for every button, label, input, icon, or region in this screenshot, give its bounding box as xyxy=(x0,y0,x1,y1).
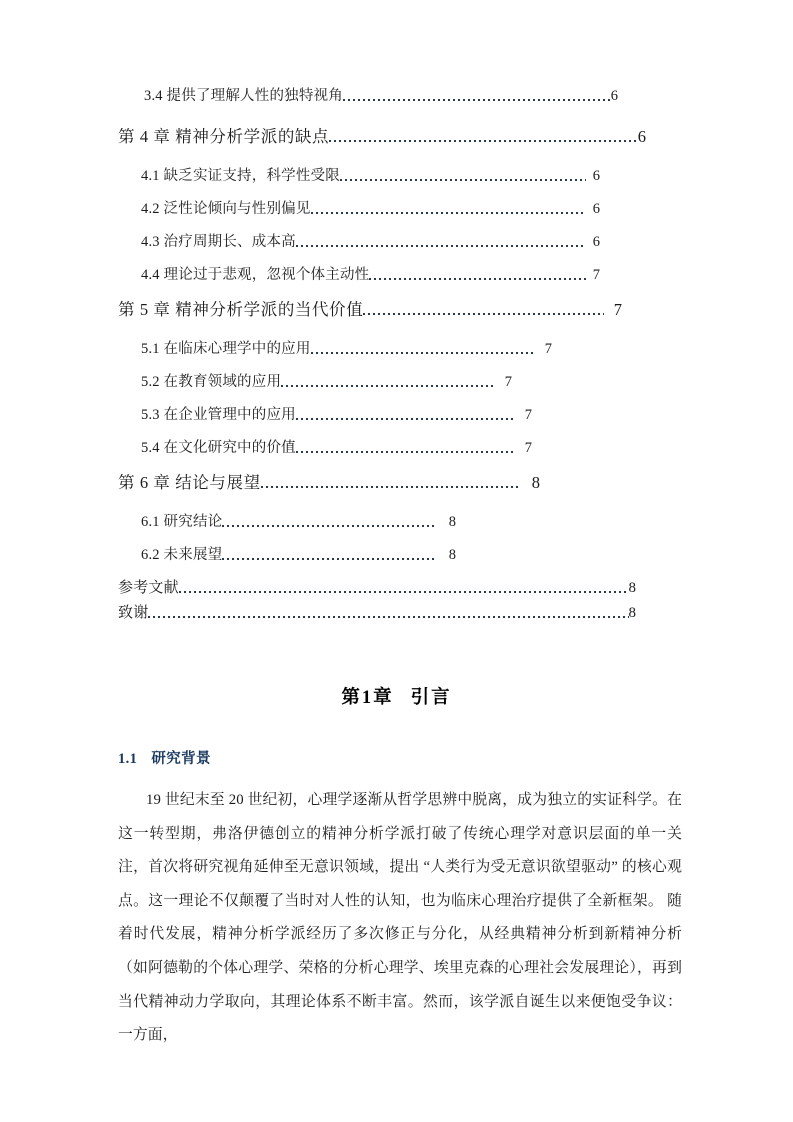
toc-dot-leader xyxy=(343,91,611,106)
toc-entry-label: 6.1 研究结论 xyxy=(141,514,223,530)
chapter-prefix: 第 xyxy=(341,688,361,708)
toc-page-number: 8 xyxy=(448,514,456,530)
toc-entry-label: 参考文献 xyxy=(118,580,179,596)
toc-dot-leader xyxy=(281,377,495,392)
toc-entry-label: 致谢 xyxy=(118,605,149,621)
toc-page-number: 7 xyxy=(524,407,532,423)
toc-entry-label: 5.4 在文化研究中的价值 xyxy=(141,440,296,456)
toc-page-number: 6 xyxy=(592,168,600,184)
toc-dot-leader xyxy=(296,410,515,425)
chapter-suffix: 章 xyxy=(373,688,393,708)
toc-entry[interactable] xyxy=(118,469,540,493)
table-of-contents xyxy=(0,84,793,626)
toc-entry[interactable] xyxy=(141,543,456,564)
toc-entry[interactable] xyxy=(118,296,622,320)
toc-page-number: 7 xyxy=(504,374,512,390)
toc-page-number: 8 xyxy=(531,473,540,492)
toc-entry-label: 3.4 提供了理解人性的独特视角 xyxy=(144,88,343,104)
chapter-title xyxy=(0,683,793,709)
toc-entry[interactable] xyxy=(141,230,600,251)
toc-entry-label: 第 4 章 精神分析学派的缺点 xyxy=(118,127,330,146)
toc-dot-leader xyxy=(222,550,436,565)
toc-dot-leader xyxy=(179,582,629,597)
section-heading xyxy=(118,747,211,768)
toc-page-number: 7 xyxy=(592,267,600,283)
toc-entry-label: 第 5 章 精神分析学派的当代价值 xyxy=(118,300,364,319)
chapter-title-text: 引言 xyxy=(410,688,452,708)
toc-dot-leader xyxy=(148,607,628,622)
toc-page-number: 6 xyxy=(592,201,600,217)
toc-entry[interactable] xyxy=(118,123,646,147)
toc-page-number: 6 xyxy=(637,127,646,146)
section-number: 1.1 xyxy=(118,751,138,767)
toc-entry-label: 4.4 理论过于悲观，忽视个体主动性 xyxy=(141,267,370,283)
toc-entry-label: 4.3 治疗周期长、成本高 xyxy=(141,234,296,250)
toc-entry-label: 4.2 泛性论倾向与性别偏见 xyxy=(141,201,311,217)
toc-page-number: 6 xyxy=(592,234,600,250)
toc-dot-leader xyxy=(261,477,520,494)
toc-page-number: 7 xyxy=(613,300,622,319)
toc-entry[interactable] xyxy=(141,337,552,358)
chapter-number: 1 xyxy=(361,688,373,708)
toc-entry[interactable] xyxy=(141,403,532,424)
toc-dot-leader xyxy=(222,517,436,532)
toc-page-number: 6 xyxy=(610,88,618,104)
toc-entry[interactable] xyxy=(141,197,600,218)
toc-dot-leader xyxy=(340,171,586,186)
toc-entry-label: 5.3 在企业管理中的应用 xyxy=(141,407,296,423)
toc-entry-label: 5.1 在临床心理学中的应用 xyxy=(141,341,311,357)
toc-dot-leader xyxy=(363,304,603,321)
toc-entry[interactable] xyxy=(144,84,618,105)
toc-entry[interactable] xyxy=(141,370,512,391)
toc-page-number: 8 xyxy=(628,605,636,621)
toc-entry[interactable] xyxy=(141,164,600,185)
toc-entry[interactable] xyxy=(118,576,636,597)
toc-page-number: 8 xyxy=(448,547,456,563)
toc-entry[interactable] xyxy=(141,263,600,284)
toc-page-number: 8 xyxy=(628,580,636,596)
toc-dot-leader xyxy=(296,443,515,458)
section-title-text: 研究背景 xyxy=(151,751,211,767)
toc-entry[interactable] xyxy=(118,601,636,622)
body-paragraph: 19 世纪末至 20 世纪初，心理学逐渐从哲学思辨中脱离，成为独立的实证科学。在这一转型期，弗洛伊德创立的精神分析学派打破了传统心理学对意识层面的单一关注，首次将研究视角延伸至无意识领域，提出 “人类行为受无意识欲望驱动” 的核心观点。这一理论不仅颠覆了当时对人性的认知，也为临床心理治疗提供了全新框架。 随着时代发展，精神分析学派经历了多次修正与分化，从经典精神分析到新精神分析（如阿德勒的个体心理学、荣格的分析心理学、埃里克森的心理社会发展理论），再到当代精神动力学取向，其理论体系不断丰富。然而，该学派自诞生以来便饱受争议：一方面， xyxy=(118,792,682,1044)
toc-page-number: 7 xyxy=(524,440,532,456)
toc-dot-leader xyxy=(296,237,586,252)
toc-dot-leader xyxy=(329,131,638,148)
toc-entry[interactable] xyxy=(141,436,532,457)
toc-entry[interactable] xyxy=(141,510,456,531)
toc-entry-label: 第 6 章 结论与展望 xyxy=(118,473,261,492)
toc-dot-leader xyxy=(369,270,585,285)
toc-page-number: 7 xyxy=(544,341,552,357)
toc-entry-label: 5.2 在教育领域的应用 xyxy=(141,374,282,390)
toc-dot-leader xyxy=(311,204,586,219)
toc-entry-label: 6.2 未来展望 xyxy=(141,547,223,563)
toc-dot-leader xyxy=(311,344,535,359)
toc-entry-label: 4.1 缺乏实证支持，科学性受限 xyxy=(141,168,340,184)
